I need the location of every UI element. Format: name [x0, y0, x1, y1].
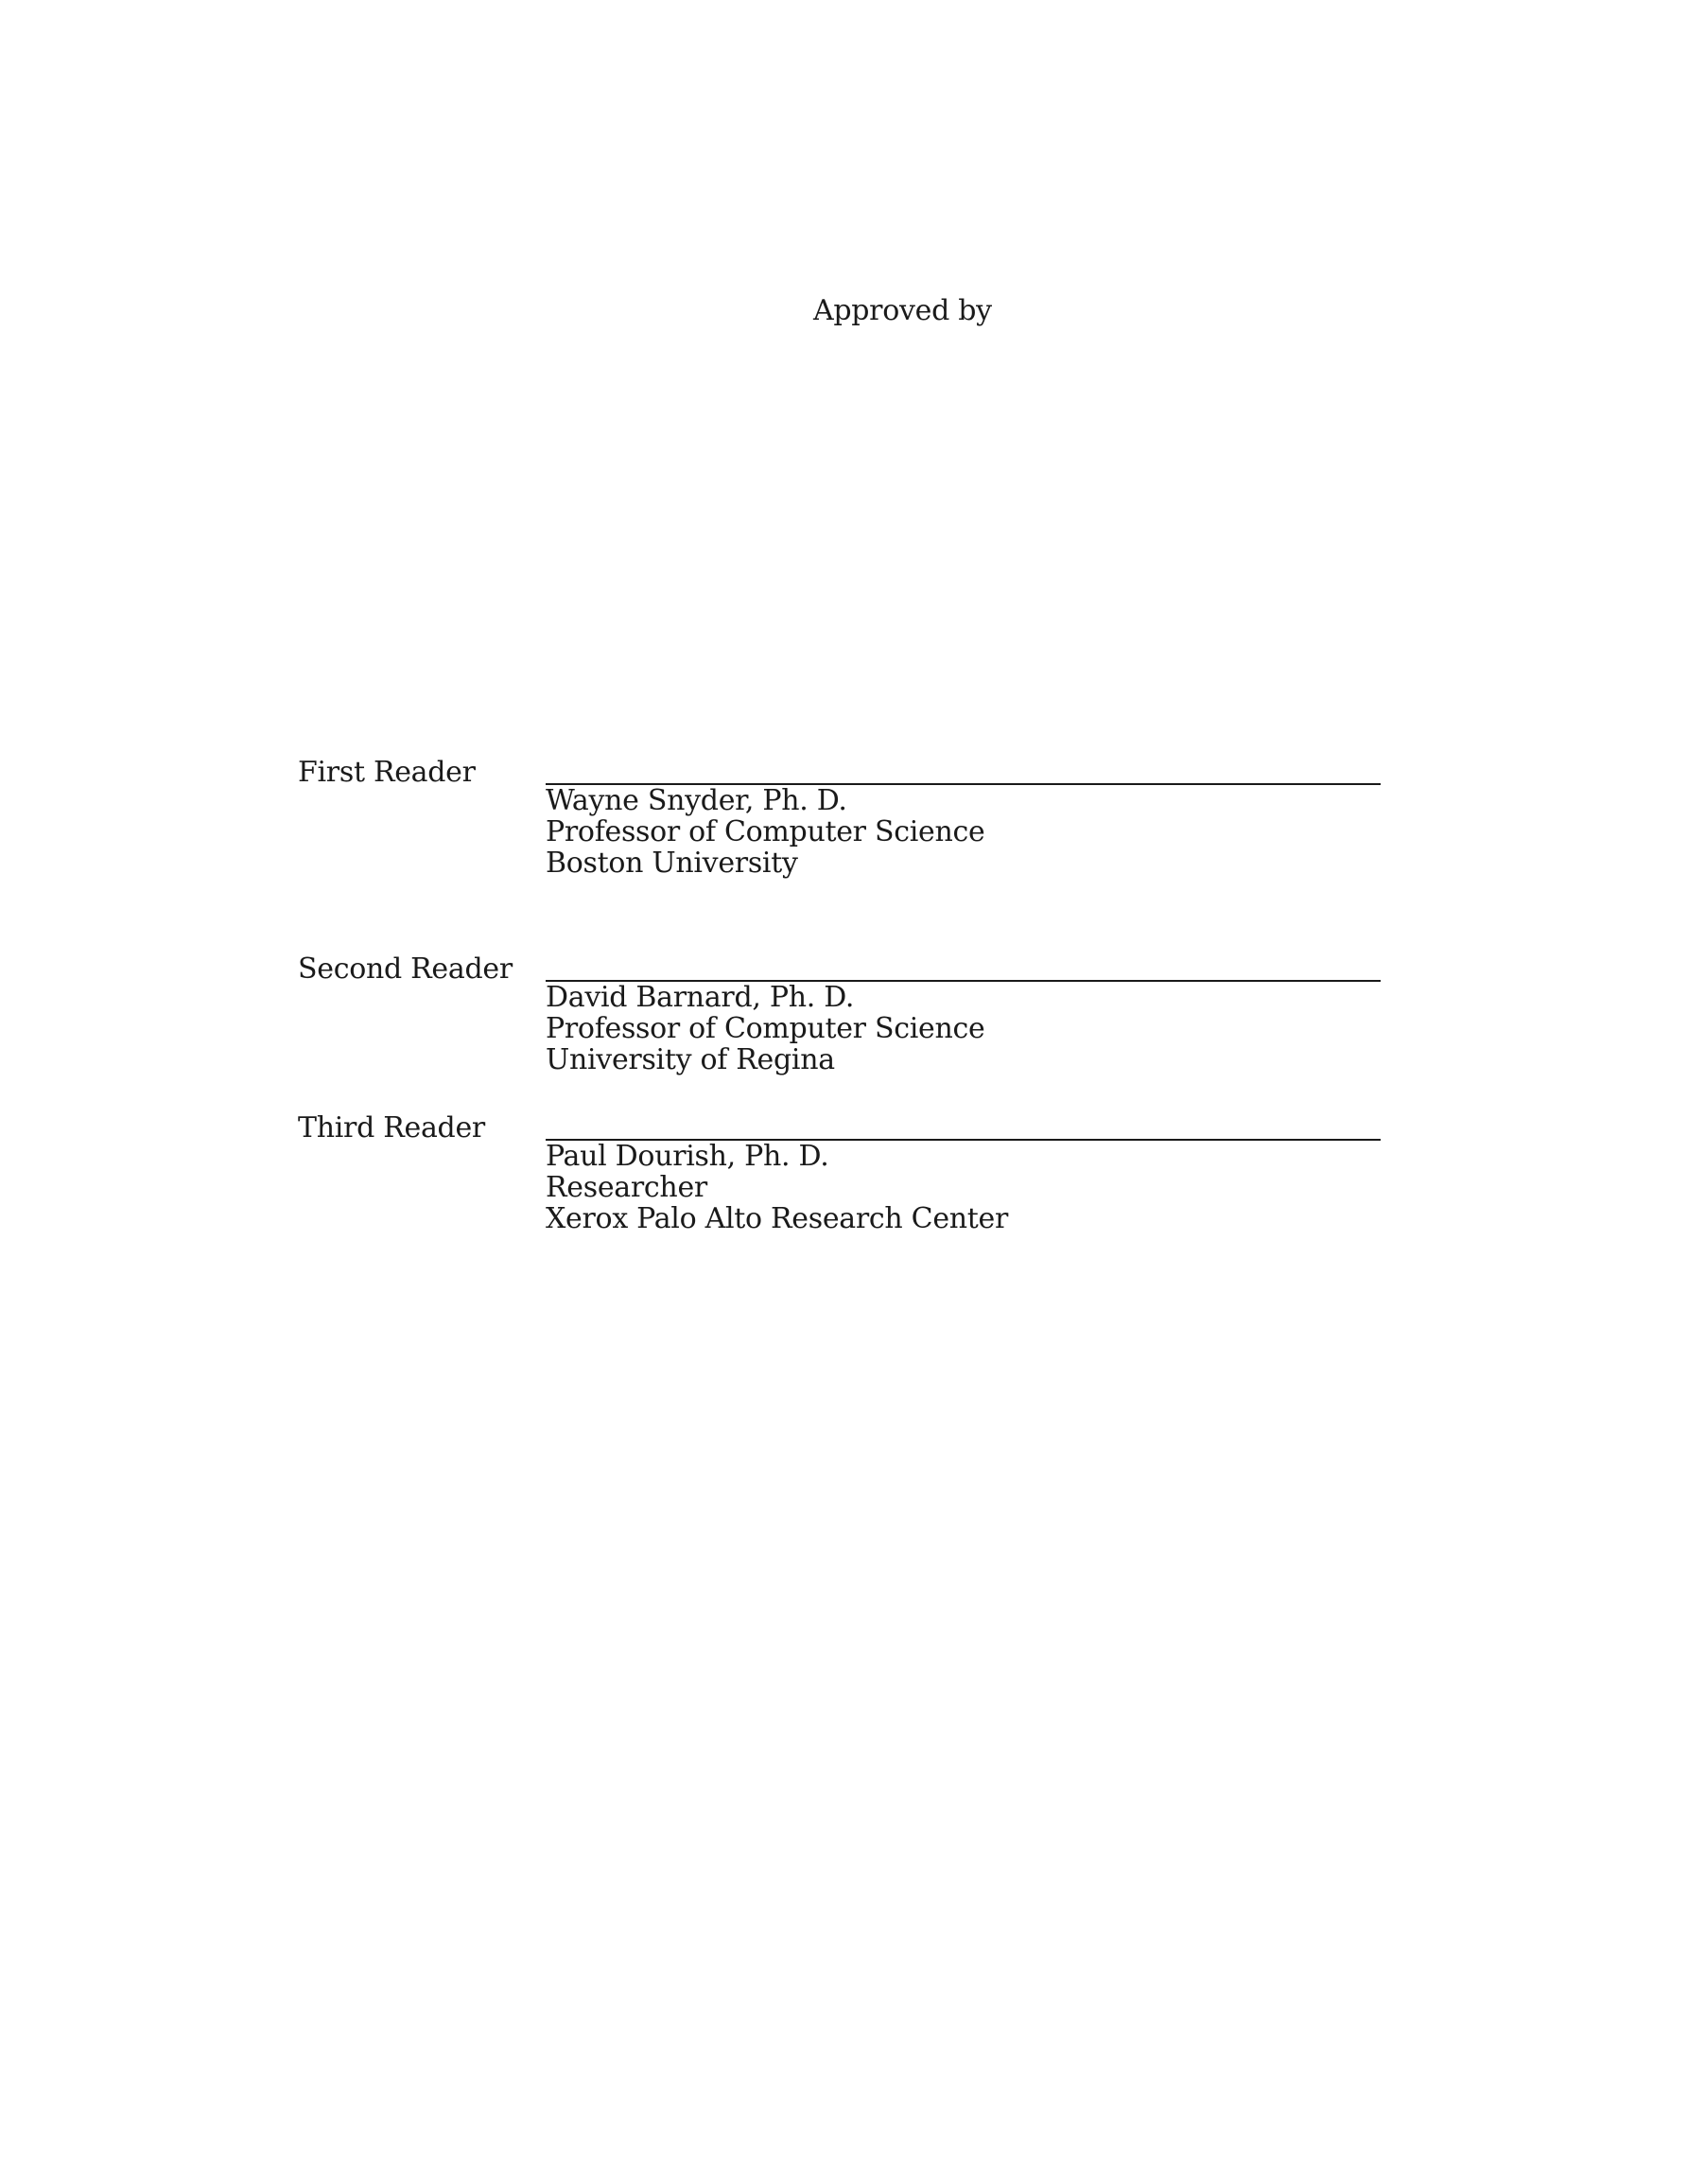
reader-title: Professor of Computer Science [546, 1012, 985, 1045]
reader-label-third: Third Reader [298, 1111, 485, 1144]
reader-label-second: Second Reader [298, 952, 513, 986]
reader-affiliation: University of Regina [546, 1043, 835, 1076]
signature-block-third [546, 1112, 1381, 1234]
reader-label-first: First Reader [298, 756, 476, 789]
reader-affiliation: Xerox Palo Alto Research Center [546, 1202, 1009, 1235]
reader-name: Wayne Snyder, Ph. D. [546, 784, 847, 817]
signature-block-first [546, 757, 1381, 879]
reader-title: Researcher [546, 1171, 707, 1204]
reader-affiliation: Boston University [546, 847, 798, 880]
signature-line-second [546, 953, 1381, 982]
reader-title: Professor of Computer Science [546, 815, 985, 848]
signature-block-second [546, 953, 1381, 1075]
reader-name: David Barnard, Ph. D. [546, 981, 855, 1014]
signature-line-third [546, 1112, 1381, 1141]
reader-name: Paul Dourish, Ph. D. [546, 1140, 829, 1173]
signature-line-first [546, 757, 1381, 785]
approved-by-heading: Approved by [813, 294, 992, 327]
